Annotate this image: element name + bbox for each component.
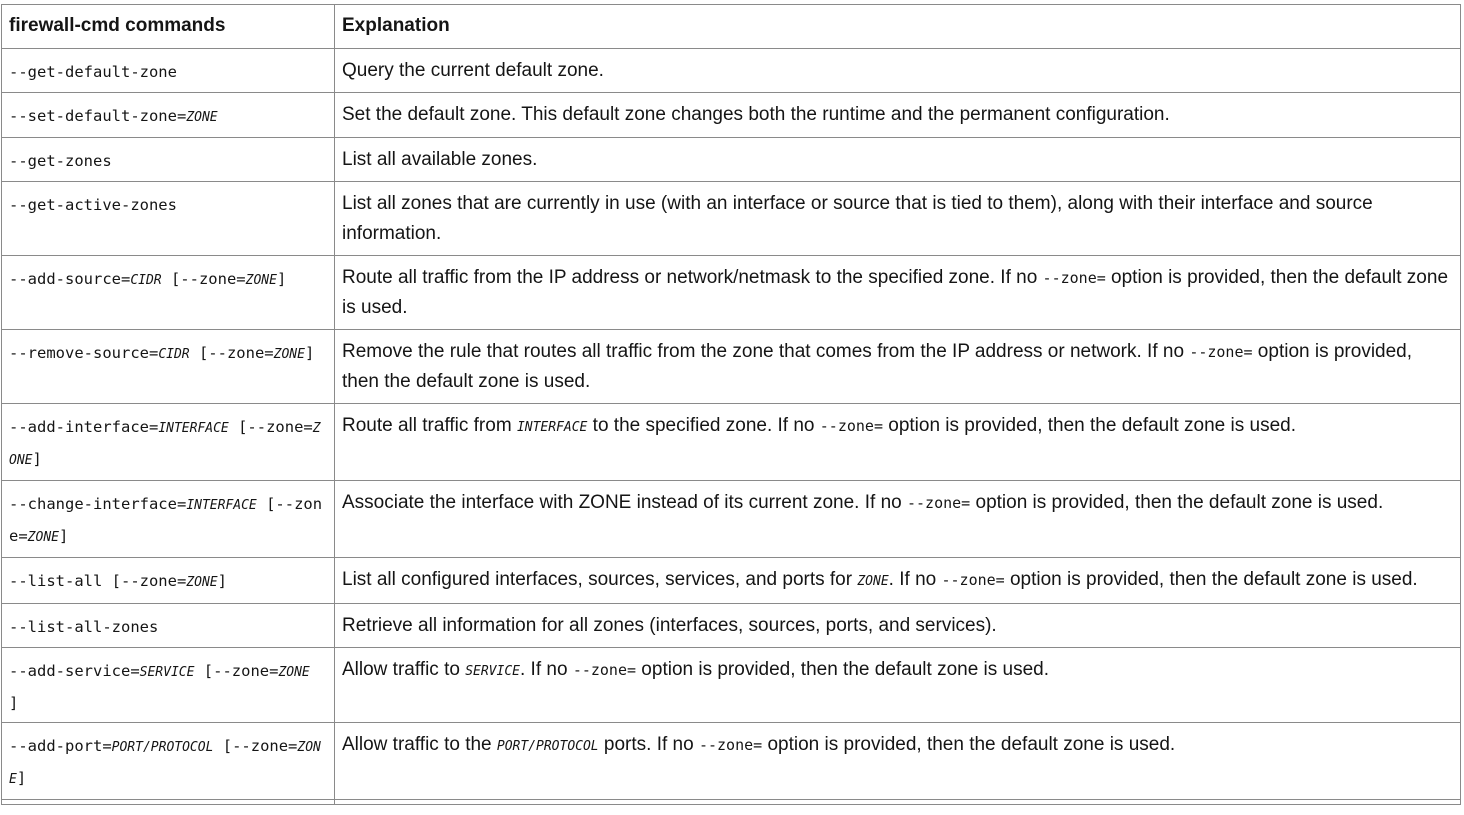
explanation-cell bbox=[335, 481, 1461, 558]
table-row bbox=[2, 481, 1461, 558]
text-segment: --get-zones bbox=[9, 152, 112, 170]
table-row bbox=[2, 330, 1461, 404]
text-segment: --add-source= bbox=[9, 270, 131, 288]
command-cell bbox=[2, 723, 335, 800]
command-cell bbox=[2, 800, 335, 805]
explanation-cell bbox=[335, 138, 1461, 182]
placeholder-variable: ZONE bbox=[245, 273, 277, 288]
text-segment: [--zone= bbox=[161, 270, 246, 288]
table-row bbox=[2, 604, 1461, 648]
placeholder-variable: ZONE bbox=[9, 421, 321, 468]
explanation-cell bbox=[335, 182, 1461, 256]
text-segment: ] bbox=[58, 527, 69, 545]
text-segment: Associate the interface with ZONE instead of its current zone. If no bbox=[342, 492, 907, 513]
explanation-cell bbox=[335, 723, 1461, 800]
text-segment: --change-interface= bbox=[9, 495, 187, 513]
text-segment: ] bbox=[16, 769, 27, 787]
command-cell bbox=[2, 481, 335, 558]
table-header-row bbox=[2, 5, 1461, 49]
placeholder-variable: PORT/PROTOCOL bbox=[111, 740, 214, 755]
text-segment: Set the default zone. This default zone changes both the runtime and the permanent configuration. bbox=[342, 104, 1170, 125]
text-segment: Allow traffic to bbox=[342, 659, 466, 680]
placeholder-variable: ZONE bbox=[278, 665, 310, 680]
text-segment: Remove the rule that routes all traffic from the zone that comes from the IP address or network. If no bbox=[342, 341, 1190, 362]
text-segment: --remove-source= bbox=[9, 344, 159, 362]
firewall-cmd-table bbox=[1, 4, 1461, 805]
command-cell bbox=[2, 256, 335, 330]
text-segment: --list-all [--zone= bbox=[9, 572, 187, 590]
text-segment: List all zones that are currently in use (with an interface or source that is tied to them), along with their interface and source information. bbox=[342, 193, 1373, 244]
text-segment: Route all traffic from bbox=[342, 415, 517, 436]
text-segment: --get-active-zones bbox=[9, 196, 177, 214]
inline-code: --zone= bbox=[698, 736, 763, 754]
placeholder-variable: ZONE bbox=[27, 530, 59, 545]
placeholder-variable: ZONE bbox=[186, 575, 218, 590]
command-cell bbox=[2, 604, 335, 648]
text-segment: option is provided, then the default zone is used. bbox=[762, 734, 1176, 755]
text-segment: [--zone= bbox=[9, 495, 323, 545]
inline-code: --zone= bbox=[941, 571, 1005, 589]
text-segment: ] bbox=[9, 694, 19, 712]
explanation-cell bbox=[335, 49, 1461, 93]
text-segment: --add-port= bbox=[9, 737, 112, 755]
inline-code: --zone= bbox=[819, 417, 883, 435]
explanation-cell bbox=[335, 648, 1461, 723]
text-segment: Allow traffic to the bbox=[342, 734, 497, 755]
command-cell bbox=[2, 182, 335, 256]
table-row bbox=[2, 723, 1461, 800]
command-cell bbox=[2, 93, 335, 138]
text-segment: option is provided, then the default zone is used. bbox=[1004, 569, 1418, 590]
text-segment: --add-service= bbox=[9, 662, 140, 680]
text-segment: List all configured interfaces, sources, services, and ports for bbox=[342, 569, 858, 590]
text-segment: [--zone= bbox=[213, 737, 298, 755]
explanation-cell bbox=[335, 256, 1461, 330]
explanation-cell bbox=[335, 604, 1461, 648]
table-row bbox=[2, 558, 1461, 604]
text-segment: . If no bbox=[888, 569, 942, 590]
placeholder-variable: ZONE bbox=[186, 110, 218, 125]
command-cell bbox=[2, 138, 335, 182]
header-explanation: Explanation bbox=[335, 5, 1461, 49]
placeholder-variable: PORT/PROTOCOL bbox=[496, 739, 599, 754]
inline-code: --zone= bbox=[572, 661, 637, 679]
text-segment: Route all traffic from the IP address or network/netmask to the specified zone. If no bbox=[342, 267, 1043, 288]
text-segment: ] bbox=[276, 270, 287, 288]
inline-code: --zone= bbox=[1189, 343, 1253, 361]
table-row bbox=[2, 404, 1461, 481]
explanation-cell bbox=[335, 800, 1461, 805]
table-row bbox=[2, 256, 1461, 330]
inline-code: --zone= bbox=[907, 494, 971, 512]
placeholder-variable: SERVICE bbox=[139, 665, 195, 680]
command-cell bbox=[2, 648, 335, 723]
text-segment: --get-default-zone bbox=[9, 63, 177, 81]
placeholder-variable: CIDR bbox=[130, 273, 162, 288]
text-segment: ] bbox=[32, 450, 42, 468]
header-commands: firewall-cmd commands bbox=[2, 5, 335, 49]
text-segment: option is provided, then the default zone is used. bbox=[342, 267, 1449, 318]
table-row bbox=[2, 648, 1461, 723]
table-row bbox=[2, 93, 1461, 138]
text-segment: --set-default-zone= bbox=[9, 107, 187, 125]
command-cell bbox=[2, 404, 335, 481]
placeholder-variable: INTERFACE bbox=[516, 420, 588, 435]
table-row bbox=[2, 49, 1461, 93]
text-segment: [--zone= bbox=[228, 418, 313, 436]
text-segment: [--zone= bbox=[194, 662, 279, 680]
table-row bbox=[2, 182, 1461, 256]
text-segment: [--zone= bbox=[189, 344, 274, 362]
text-segment: Retrieve all information for all zones (interfaces, sources, ports, and services). bbox=[342, 615, 997, 636]
text-segment: ports. If no bbox=[598, 734, 699, 755]
placeholder-variable: INTERFACE bbox=[158, 421, 229, 436]
placeholder-variable: SERVICE bbox=[465, 664, 520, 679]
command-cell bbox=[2, 49, 335, 93]
explanation-cell bbox=[335, 558, 1461, 604]
command-cell bbox=[2, 330, 335, 404]
explanation-cell bbox=[335, 404, 1461, 481]
inline-code: --zone= bbox=[1042, 269, 1106, 287]
text-segment: --add-interface= bbox=[9, 418, 159, 436]
table-row bbox=[2, 138, 1461, 182]
text-segment: . If no bbox=[520, 659, 573, 680]
text-segment: --list-all-zones bbox=[9, 618, 159, 636]
placeholder-variable: ZONE bbox=[9, 740, 321, 787]
table-row-partial bbox=[2, 800, 1461, 805]
text-segment: ] bbox=[304, 344, 315, 362]
placeholder-variable: CIDR bbox=[158, 347, 190, 362]
text-segment: option is provided, then the default zone is used. bbox=[882, 415, 1296, 436]
table-body bbox=[2, 49, 1461, 805]
text-segment: ] bbox=[217, 572, 227, 590]
command-cell bbox=[2, 558, 335, 604]
text-segment: to the specified zone. If no bbox=[587, 415, 820, 436]
explanation-cell bbox=[335, 93, 1461, 138]
placeholder-variable: INTERFACE bbox=[186, 498, 257, 513]
explanation-cell bbox=[335, 330, 1461, 404]
placeholder-variable: ZONE bbox=[857, 574, 889, 589]
text-segment: option is provided, then the default zone is used. bbox=[970, 492, 1384, 513]
text-segment: option is provided, then the default zone is used. bbox=[342, 341, 1413, 392]
text-segment: Query the current default zone. bbox=[342, 60, 604, 81]
text-segment: List all available zones. bbox=[342, 149, 538, 170]
placeholder-variable: ZONE bbox=[273, 347, 305, 362]
text-segment: option is provided, then the default zone is used. bbox=[636, 659, 1050, 680]
